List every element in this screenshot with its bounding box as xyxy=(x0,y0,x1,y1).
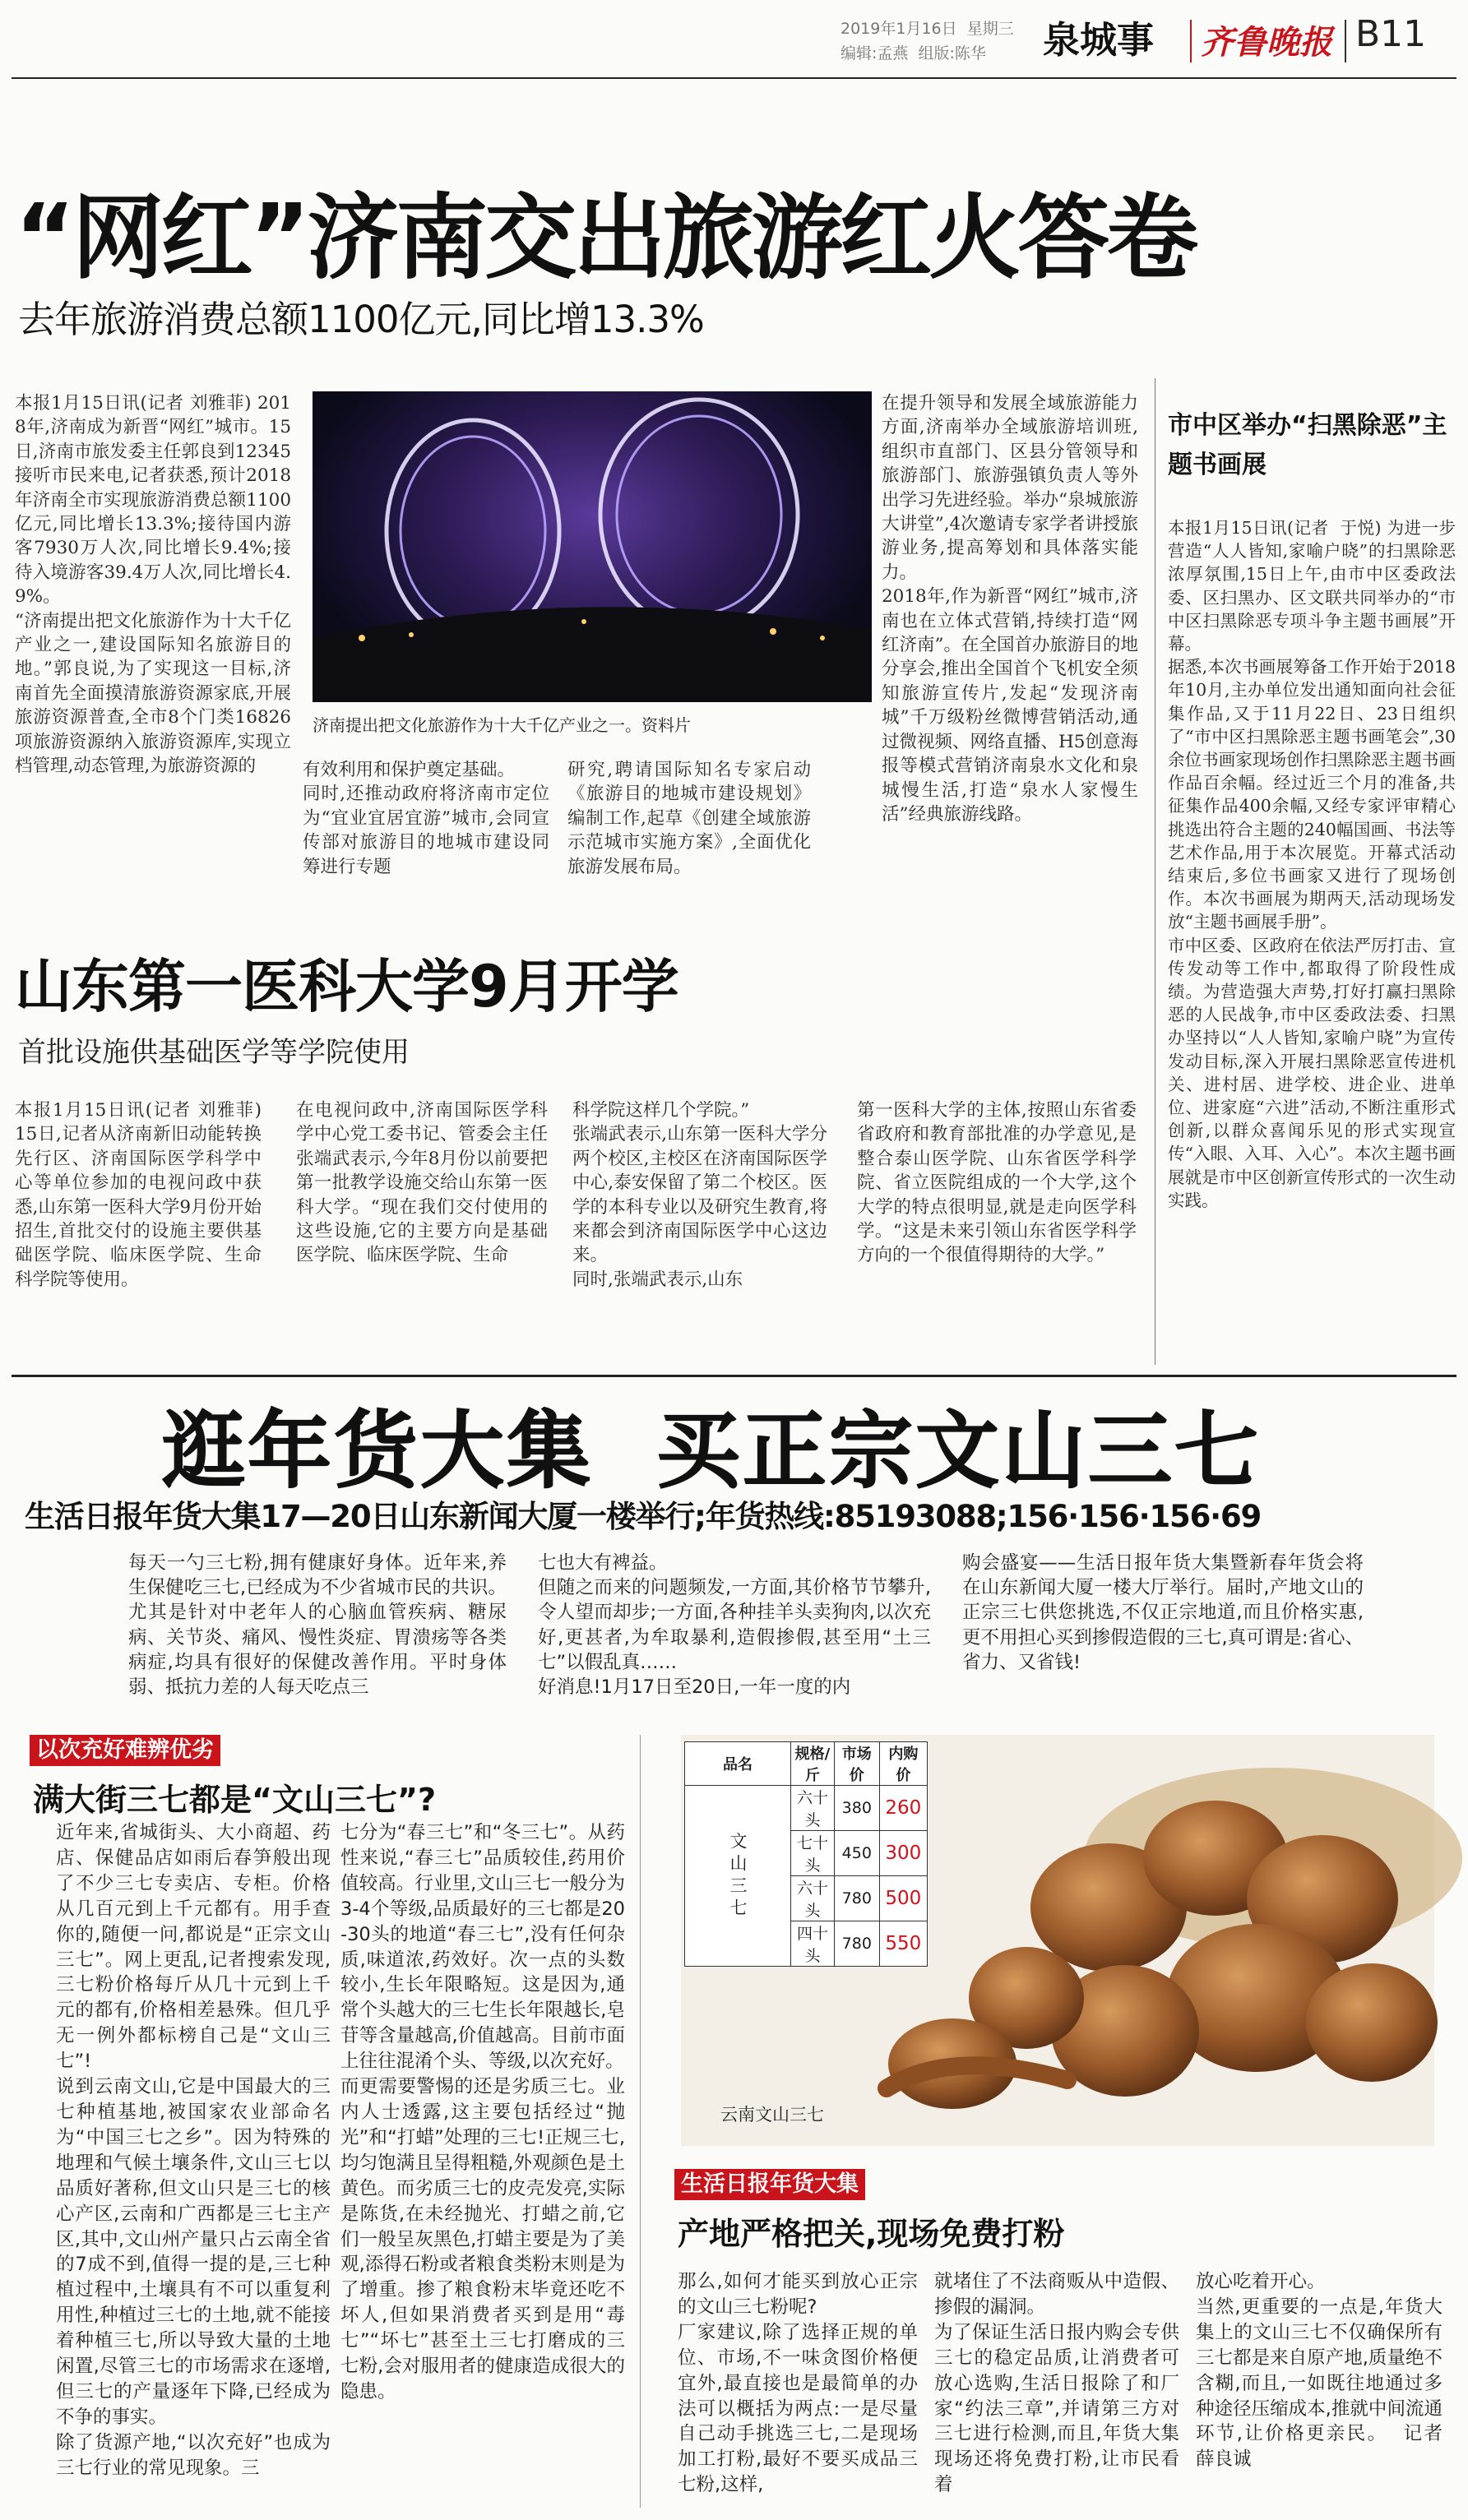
page-number: B11 xyxy=(1355,13,1427,55)
section-name: 泉城事 xyxy=(1043,18,1155,62)
story3-subhead: 首批设施供基础医学等学院使用 xyxy=(18,1036,410,1069)
masthead-divider xyxy=(1190,20,1192,62)
header-market-price: 市场价 xyxy=(834,1742,879,1786)
inside-price-cell: 300 xyxy=(879,1831,927,1876)
story3-column-3: 科学院这样几个学院。” 张端武表示,山东第一医科大学分两个校区,主校区在济南国际医学中心,泰安保留了第二个校区。医学的本科专业以及研究生教育,将来都会到济南国际医学中心这边来。 同时,张端武表示,山东 xyxy=(572,1100,827,1290)
inside-price-cell: 260 xyxy=(879,1786,927,1831)
header-product: 品名 xyxy=(685,1742,791,1786)
spec-cell: 四十头 xyxy=(791,1921,835,1967)
masthead-editors: 编辑:孟燕 组版:陈华 xyxy=(841,44,986,62)
price-row xyxy=(685,1786,928,1831)
story1-column-1: 本报1月15日讯(记者 刘雅菲) 2018年,济南成为新晋“网红”城市。15日,济南市旅发委主任郭良到12345接听市民来电,记者获悉,预计2018年济南全市实现旅游消费总额1100亿元,同比增长13.3%;接待国内游客7930万人次,同比增长9.4%;接待入境游客39.4万人次,同比增长4.9%。 “济南提出把文化旅游作为十大千亿产业之一,建设国际知名旅游目的地。”郭良说,为了实现这一目标,济南首先全面摸清旅游资源家底,开展旅游资源普查,全市8个门类16826项旅游资源纳入旅游资源库,实现立档管理,动态管理,为旅游资源的 xyxy=(15,393,291,777)
story1-headline: “网红”济南交出旅游红火答卷 xyxy=(15,185,1196,292)
story1-column-4: 在提升领导和发展全域旅游能力方面,济南举办全域旅游培训班,组织市直部门、区县分管领导和旅游部门、旅游强镇负责人等外出学习先进经验。举办“泉城旅游大讲堂”,4次邀请专家学者讲授旅游业务,提高筹划和具体落实能力。 2018年,作为新晋“网红”城市,济南也在立体式营销,持续打造“网红济南”。在全国首办旅游目的地分享会,推出全国首个飞机安全须知旅游宣传片,发起“发现济南城”千万级粉丝微博营销活动,通过微视频、网络直播、H5创意海报等模式营销济南泉水文化和泉城慢生活,打造“泉水人家慢生活”经典旅游线路。 xyxy=(882,393,1138,825)
product-name: 文山三七 xyxy=(685,1786,791,1967)
story1-photo-caption: 济南提出把文化旅游作为十大千亿产业之一。资料片 xyxy=(313,715,691,735)
advert-intro-3: 购会盛宴——生活日报年货大集暨新春年货会将在山东新闻大厦一楼大厅举行。届时,产地文山的正宗三七供您挑选,不仅正宗地道,而且价格实惠,更不用担心买到掺假造假的三七,真可谓是:省心、省力、又省钱! xyxy=(962,1552,1364,1673)
story3-column-2: 在电视问政中,济南国际医学科学中心党工委书记、管委会主任张端武表示,今年8月份以前要把第一批教学设施交给山东第一医科大学。“现在我们交付使用的这些设施,它的主要方向是基础医学院、临床医学院、生命 xyxy=(296,1100,548,1266)
masthead-divider-2 xyxy=(1345,20,1346,62)
spec-cell: 六十头 xyxy=(791,1876,835,1921)
advert-body-col-5: 放心吃着开心。 当然,更重要的一点是,年货大集上的文山三七不仅确保所有三七都是来自原产地,质量绝不含糊,而且,一如既往地通过多种途径压缩成本,推就中间流通环节,让价格更亲民。 记者 薛良诚 xyxy=(1196,2271,1443,2471)
market-price-cell: 780 xyxy=(834,1921,879,1967)
market-price-cell: 780 xyxy=(834,1876,879,1921)
advert-body-col-2: 七分为“春三七”和“冬三七”。从药性来说,“春三七”品质较佳,药用价值较高。行业里,文山三七一般分为3-4个等级,品质最好的三七都是20-30头的地道“春三七”,没有任何杂质,味道浓,药效好。次一点的头数较小,生长年限略短。这是因为,通常个头越大的三七生长年限越长,皂苷等含量越高,价值越高。目前市面上往往混淆个头、等级,以次充好。 而更需要警惕的还是劣质三七。业内人士透露,这主要包括经过“抛光”和“打蜡”处理的三七!正规三七,均匀饱满且呈得粗糙,外观颜色是土黄色。而劣质三七的皮壳发亮,实际是陈货,在未经抛光、打蜡之前,它们一般呈灰黑色,打蜡主要是为了美观,添得石粉或者粮食类粉末则是为了增重。掺了粮食粉末毕竟还吃不坏人,但如果消费者买到是用“毒七”“坏七”甚至土三七打磨成的三七粉,会对服用者的健康造成很大的隐患。 xyxy=(340,1822,625,2402)
market-price-cell: 450 xyxy=(834,1831,879,1876)
advert-section-tag-2: 生活日报年货大集 xyxy=(674,2169,865,2200)
advert-subheadline-2: 产地严格把关,现场免费打粉 xyxy=(678,2216,1065,2252)
story2-headline: 市中区举办“扫黑除恶”主题书画展 xyxy=(1168,411,1447,479)
advert-intro-2: 七也大有裨益。 但随之而来的问题频发,一方面,其价格节节攀升,令人望而却步;一方面,各种挂羊头卖狗肉,以次充好,更甚者,为牟取暴利,造假掺假,甚至用“土三七”以假乱真…… 好消息!1月17日至20日,一年一度的内 xyxy=(538,1552,931,1699)
advert-divider xyxy=(640,1735,641,2508)
advert-body-col-3: 那么,如何才能买到放心正宗的文山三七粉呢? 厂家建议,除了选择正规的单位、市场,不一味贪图价格便宜外,最直接也是最简单的办法可以概括为两点:一是尽量自己动手挑选三七,二是现场加工打粉,最好不要买成品三七粉,这样, xyxy=(678,2271,918,2496)
advert-body-col-1: 近年来,省城街头、大小商超、药店、保健品店如雨后春笋般出现了不少三七专卖店、专柜。价格从几百元到上千元都有。用手查你的,随便一问,都说是“正宗文山三七”。网上更乱,记者搜索发现,三七粉价格每斤从几十元到上千元的都有,价格相差悬殊。但几乎无一例外都标榜自己是“文山三七”! 说到云南文山,它是中国最大的三七种植基地,被国家农业部命名为“中国三七之乡”。因为特殊的地理和气候土壤条件,文山三七以品质好著称,但文山只是三七的核心产区,云南和广西都是三七主产区,其中,文山州产量只占云南全省的7成不到,值得一提的是,三七种植过程中,土壤具有不可以重复利用性,种植过三七的土地,就不能接着种植三七,所以导致大量的土地闲置,尽管三七的市场需求在逐增,但三七的产量逐年下降,已经成为不争的事实。 除了货源产地,“以次充好”也成为三七行业的常见现象。三 xyxy=(56,1822,331,2479)
advert-body-col-4: 就堵住了不法商贩从中造假、掺假的漏洞。 为了保证生活日报内购会专供三七的稳定品质,让消费者可放心选购,生活日报除了和厂家“约法三章”,并请第三方对三七进行检测,而且,年货大集现场还将免费打粉,让市民看着 xyxy=(934,2271,1179,2496)
masthead-date: 2019年1月16日 星期三 xyxy=(841,20,1014,38)
spec-cell: 七十头 xyxy=(791,1831,835,1876)
story3-column-4: 第一医科大学的主体,按照山东省委省政府和教育部批准的办学意见,是整合泰山医学院、山东省医学科学院、省立医院组成的一个大学,这个大学的特点很明显,就是走向医学科学。“这是未来引领山东省医学科学方向的一个很值得期待的大学。” xyxy=(857,1100,1137,1266)
story1-subhead: 去年旅游消费总额1100亿元,同比增13.3% xyxy=(18,298,704,341)
story3-headline: 山东第一医科大学9月开学 xyxy=(15,953,678,1020)
story2-body: 本报1月15日讯(记者 于悦) 为进一步营造“人人皆知,家喻户晓”的扫黑除恶浓厚氛围,15日上午,由市中区委政法委、区扫黑办、区文联共同举办的“市中区扫黑除恶专项斗争主题书画展”开幕。 据悉,本次书画展筹备工作开始于2018年10月,主办单位发出通知面向社会征集作品,又于11月22日、23日组织了“市中区扫黑除恶主题书画笔会”,30余位书画家现场创作扫黑除恶主题书画作品百余幅。经过近三个月的准备,共征集作品400余幅,又经专家评审精心挑选出符合主题的240幅国画、书法等艺术作品,用于本次展览。开幕式活动结束后,多位书画家又进行了现场创作。本次书画展为期两天,活动现场发放“主题书画展手册”。 市中区委、区政府在依法严厉打击、宣传发动等工作中,都取得了阶段性成绩。为营造强大声势,打好打赢扫黑除恶的人民战争,市中区委政法委、扫黑办坚持以“人人皆知,家喻户晓”为宣传发动目标,深入开展扫黑除恶宣传进机关、进村居、进学校、进企业、进单位、进家庭“六进”活动,不断注重形式创新,以群众喜闻乐见的形式实现宣传“入眼、入耳、入心”。本次主题书画展就是市中区创新宣传形式的一次生动实践。 xyxy=(1168,518,1456,1210)
newspaper-logo: 齐鲁晚报 xyxy=(1201,23,1332,62)
story3-column-1: 本报1月15日讯(记者 刘雅菲) 15日,记者从济南新旧动能转换先行区、济南国际医学科学中心等单位参加的电视问政中获悉,山东第一医科大学9月份开始招生,首批交付的设施主要供基础医学院、临床医学院、生命科学院等使用。 xyxy=(15,1100,267,1290)
product-photo-caption: 云南文山三七 xyxy=(720,2105,824,2125)
advert-headline: 逛年货大集 买正宗文山三七 xyxy=(161,1403,1262,1500)
advert-subheadline-1: 满大街三七都是“文山三七”? xyxy=(33,1782,436,1818)
story1-column-3: 研究,聘请国际知名专家启动《旅游目的地城市建设规划》编制工作,起草《创建全域旅游示范城市实施方案》,全面优化旅游发展布局。 xyxy=(567,760,811,877)
advert-top-rule xyxy=(12,1375,1456,1377)
price-table-header xyxy=(685,1742,928,1786)
header-inside-price: 内购价 xyxy=(879,1742,927,1786)
inside-price-cell: 550 xyxy=(879,1921,927,1967)
advert-intro-1: 每天一勺三七粉,拥有健康好身体。近年来,养生保健吃三七,已经成为不少省城市民的共识。尤其是针对中老年人的心脑血管疾病、糖尿病、关节炎、痛风、慢性炎症、胃溃疡等各类病症,均具有很好的保健改善作用。平时身体弱、抵抗力差的人每天吃点三 xyxy=(128,1552,507,1699)
story1-column-2: 有效利用和保护奠定基础。 同时,还推动政府将济南市定位为“宜业宜居宜游”城市,会同宣传部对旅游目的地城市建设同筹进行专题 xyxy=(303,760,549,877)
price-table xyxy=(684,1741,928,1967)
ferris-coaster-illustration xyxy=(313,391,872,702)
inside-price-cell: 500 xyxy=(879,1876,927,1921)
advert-subhead: 生活日报年货大集17—20日山东新闻大厦一楼举行;年货热线:85193088;156·156·156·69 xyxy=(25,1499,1262,1534)
spec-cell: 六十头 xyxy=(791,1786,835,1831)
story1-photo xyxy=(313,391,872,702)
masthead-rule xyxy=(12,77,1456,79)
header-spec: 规格/斤 xyxy=(791,1742,835,1786)
market-price-cell: 380 xyxy=(834,1786,879,1831)
advert-section-tag: 以次充好难辨优劣 xyxy=(30,1735,220,1766)
